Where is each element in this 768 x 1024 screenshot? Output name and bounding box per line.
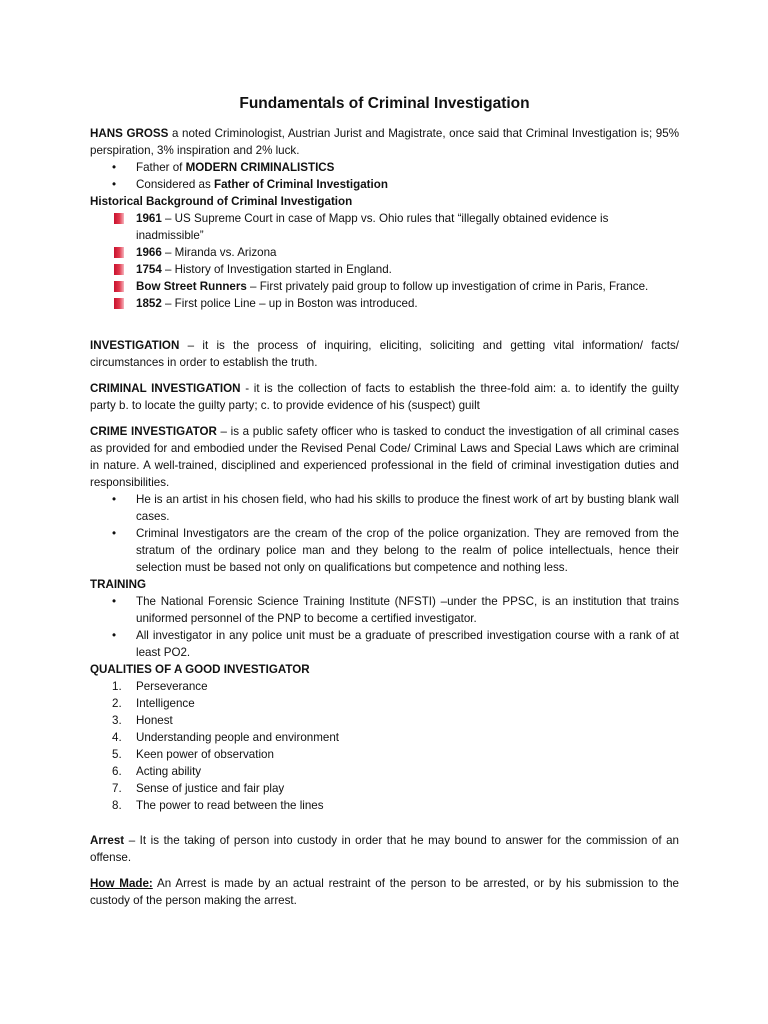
list-text: Intelligence bbox=[136, 697, 195, 710]
list-number: 5. bbox=[112, 748, 122, 761]
list-item bbox=[90, 797, 679, 814]
intro-bullet-list bbox=[90, 159, 679, 193]
list-number: 1. bbox=[112, 680, 122, 693]
list-text: Honest bbox=[136, 714, 173, 727]
list-item bbox=[90, 763, 679, 780]
list-item bbox=[90, 244, 679, 261]
history-text: – Miranda vs. Arizona bbox=[161, 246, 277, 259]
list-item bbox=[90, 678, 679, 695]
list-number: 2. bbox=[112, 697, 122, 710]
intro-text: a noted Criminologist, Austrian Jurist and Magistrate, once said that Criminal Investigation is; 95% perspiration, 3% inspiration and 2% luck. bbox=[90, 127, 679, 157]
definition-term: INVESTIGATION bbox=[90, 339, 180, 352]
crime-investigator-definition bbox=[90, 423, 679, 491]
history-text: – First police Line – up in Boston was introduced. bbox=[161, 297, 418, 310]
history-heading-text: Historical Background of Criminal Investigation bbox=[90, 195, 353, 208]
bullet-bold: MODERN CRIMINALISTICS bbox=[185, 161, 335, 174]
definition-text: An Arrest is made by an actual restraint of the person to be arrested, or by his submission to the custody of the person making the arrest. bbox=[90, 877, 679, 907]
page-title: Fundamentals of Criminal Investigation bbox=[239, 95, 530, 112]
bullet-prefix: Father of bbox=[136, 161, 186, 174]
bullet-bold: Father of Criminal Investigation bbox=[213, 178, 388, 191]
training-heading bbox=[90, 576, 679, 593]
history-text: – First privately paid group to follow up investigation of crime in Paris, France. bbox=[246, 280, 649, 293]
list-item bbox=[90, 712, 679, 729]
how-made-paragraph bbox=[90, 875, 679, 909]
list-number: 4. bbox=[112, 731, 122, 744]
history-list bbox=[90, 210, 679, 312]
history-year: 1754 bbox=[136, 263, 162, 276]
crime-investigator-bullets bbox=[90, 491, 679, 576]
definition-term: CRIMINAL INVESTIGATION bbox=[90, 382, 241, 395]
red-square-bullet-icon bbox=[114, 213, 124, 224]
list-item bbox=[90, 295, 679, 312]
definition-text: - it is the collection of facts to establish the three-fold aim: a. to identify the guilty party b. to locate the guilty party; c. to provide evidence of his (suspect) guilt bbox=[90, 382, 679, 412]
list-text: Understanding people and environment bbox=[136, 731, 340, 744]
red-square-bullet-icon bbox=[114, 281, 124, 292]
red-square-bullet-icon bbox=[114, 298, 124, 309]
definition-term: How Made: bbox=[90, 877, 153, 890]
bullet-prefix: Considered as bbox=[136, 178, 214, 191]
intro-paragraph bbox=[90, 125, 679, 159]
definition-term: Arrest bbox=[90, 834, 125, 847]
qualities-heading bbox=[90, 661, 679, 678]
list-item: • The National Forensic Science Training Institute (NFSTI) –under the PPSC, is an institution that trains uniformed personnel of the PNP to become a certified investigator. bbox=[90, 593, 679, 627]
definition-text: – is a public safety officer who is tasked to conduct the investigation of all criminal cases as provided for and embodied under the Revised Penal Code/ Criminal Laws and Special Laws which are criminal in nature. A well-trained, disciplined and experienced professional in the field of criminal investigation duties and responsibilities. bbox=[90, 425, 680, 489]
list-item bbox=[90, 261, 679, 278]
list-item bbox=[90, 159, 679, 176]
list-number: 3. bbox=[112, 714, 122, 727]
history-year: 1852 bbox=[136, 297, 162, 310]
list-number: 8. bbox=[112, 799, 122, 812]
definition-text: – it is the process of inquiring, eliciting, soliciting and getting vital information/ facts/ circumstances in order to establish the truth. bbox=[90, 339, 679, 369]
list-item bbox=[90, 729, 679, 746]
training-bullets bbox=[90, 593, 679, 661]
history-year: Bow Street Runners bbox=[136, 280, 247, 293]
list-text: Sense of justice and fair play bbox=[136, 782, 285, 795]
list-text: Keen power of observation bbox=[136, 748, 274, 761]
list-text: The power to read between the lines bbox=[136, 799, 324, 812]
training-heading-text: TRAINING bbox=[90, 578, 147, 591]
qualities-list bbox=[90, 678, 679, 814]
list-text: Perseverance bbox=[136, 680, 208, 693]
list-item bbox=[90, 278, 679, 295]
red-square-bullet-icon bbox=[114, 264, 124, 275]
list-item bbox=[90, 746, 679, 763]
list-number: 6. bbox=[112, 765, 122, 778]
list-item bbox=[90, 210, 679, 244]
history-heading bbox=[90, 193, 679, 210]
list-item bbox=[90, 780, 679, 797]
criminal-investigation-definition bbox=[90, 380, 679, 414]
history-year: 1966 bbox=[136, 246, 162, 259]
list-number: 7. bbox=[112, 782, 122, 795]
investigation-definition bbox=[90, 337, 679, 371]
list-text: Acting ability bbox=[136, 765, 202, 778]
intro-name: HANS GROSS bbox=[90, 127, 169, 140]
definition-text: – It is the taking of person into custody in order that he may bound to answer for the commission of an offense. bbox=[90, 834, 679, 864]
history-text: – History of Investigation started in England. bbox=[161, 263, 392, 276]
list-item: • Criminal Investigators are the cream of the crop of the police organization. They are removed from the stratum of the ordinary police man and they belong to the realm of police intellectuals, hence their selection must be based not only on qualifications but competence and nothing less. bbox=[90, 525, 679, 576]
list-item: • All investigator in any police unit must be a graduate of prescribed investigation course with a rank of at least PO2. bbox=[90, 627, 679, 661]
history-text: – US Supreme Court in case of Mapp vs. Ohio rules that “illegally obtained evidence is inadmissible” bbox=[136, 212, 609, 242]
qualities-heading-text: QUALITIES OF A GOOD INVESTIGATOR bbox=[90, 663, 310, 676]
history-year: 1961 bbox=[136, 212, 162, 225]
arrest-definition bbox=[90, 832, 679, 866]
list-item bbox=[90, 695, 679, 712]
definition-term: CRIME INVESTIGATOR bbox=[90, 425, 217, 438]
list-item: • He is an artist in his chosen field, who had his skills to produce the finest work of art by busting blank wall cases. bbox=[90, 491, 679, 525]
list-item bbox=[90, 176, 679, 193]
red-square-bullet-icon bbox=[114, 247, 124, 258]
